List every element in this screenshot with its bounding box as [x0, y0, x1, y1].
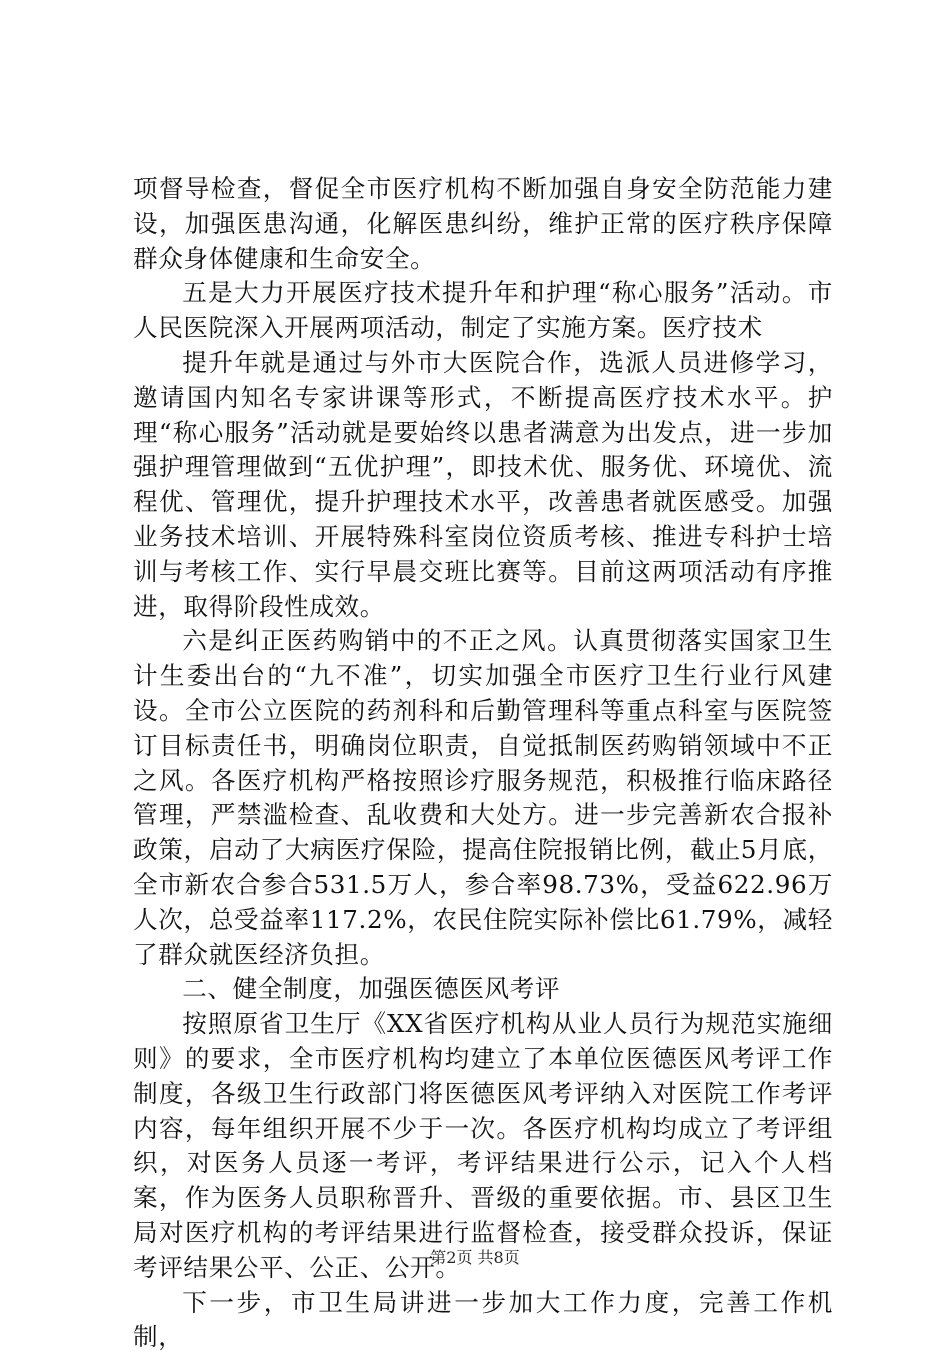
paragraph-4: 六是纠正医药购销中的不正之风。认真贯彻落实国家卫生计生委出台的“九不准”，切实加强全市医疗卫生行业行风建设。全市公立医院的药剂科和后勤管理科等重点科室与医院签订目标责任书，明确岗位职责，自觉抵制医药购销领域中不正之风。各医疗机构严格按照诊疗服务规范，积极推行临床路径管理，严禁滥检查、乱收费和大处方。进一步完善新农合报补政策，启动了大病医疗保险，提高住院报销比例，截止5月底，全市新农合参合531.5万人，参合率98.73%，受益622.96万人次，总受益率117.2%，农民住院实际补偿比61.79%，减轻了群众就医经济负担。 [133, 624, 833, 972]
paragraph-6: 按照原省卫生厅《XX省医疗机构从业人员行为规范实施细则》的要求，全市医疗机构均建立了本单位医德医风考评工作制度，各级卫生行政部门将医德医风考评纳入对医院工作考评内容，每年组织开展不少于一次。各医疗机构均成立了考评组织，对医务人员逐一考评，考评结果进行公示，记入个人档案，作为医务人员职称晋升、晋级的重要依据。市、县区卫生局对医疗机构的考评结果进行监督检查，接受群众投诉，保证考评结果公平、公正、公开。 [133, 1007, 833, 1285]
page-number-footer: 第2页 共8页 [0, 1245, 950, 1268]
document-body [133, 172, 833, 1355]
paragraph-7: 下一步，市卫生局讲进一步加大工作力度，完善工作机制， [133, 1286, 833, 1355]
paragraph-3: 提升年就是通过与外市大医院合作，选派人员进修学习，邀请国内知名专家讲课等形式，不断提高医疗技术水平。护理“称心服务”活动就是要始终以患者满意为出发点，进一步加强护理管理做到“五优护理”，即技术优、服务优、环境优、流程优、管理优，提升护理技术水平，改善患者就医感受。加强业务技术培训、开展特殊科室岗位资质考核、推进专科护士培训与考核工作、实行早晨交班比赛等。目前这两项活动有序推进，取得阶段性成效。 [133, 346, 833, 624]
section-heading: 二、健全制度，加强医德医风考评 [133, 972, 833, 1007]
paragraph-2: 五是大力开展医疗技术提升年和护理“称心服务”活动。市人民医院深入开展两项活动，制定了实施方案。医疗技术 [133, 276, 833, 346]
paragraph-1: 项督导检查，督促全市医疗机构不断加强自身安全防范能力建设，加强医患沟通，化解医患纠纷，维护正常的医疗秩序保障群众身体健康和生命安全。 [133, 172, 833, 276]
